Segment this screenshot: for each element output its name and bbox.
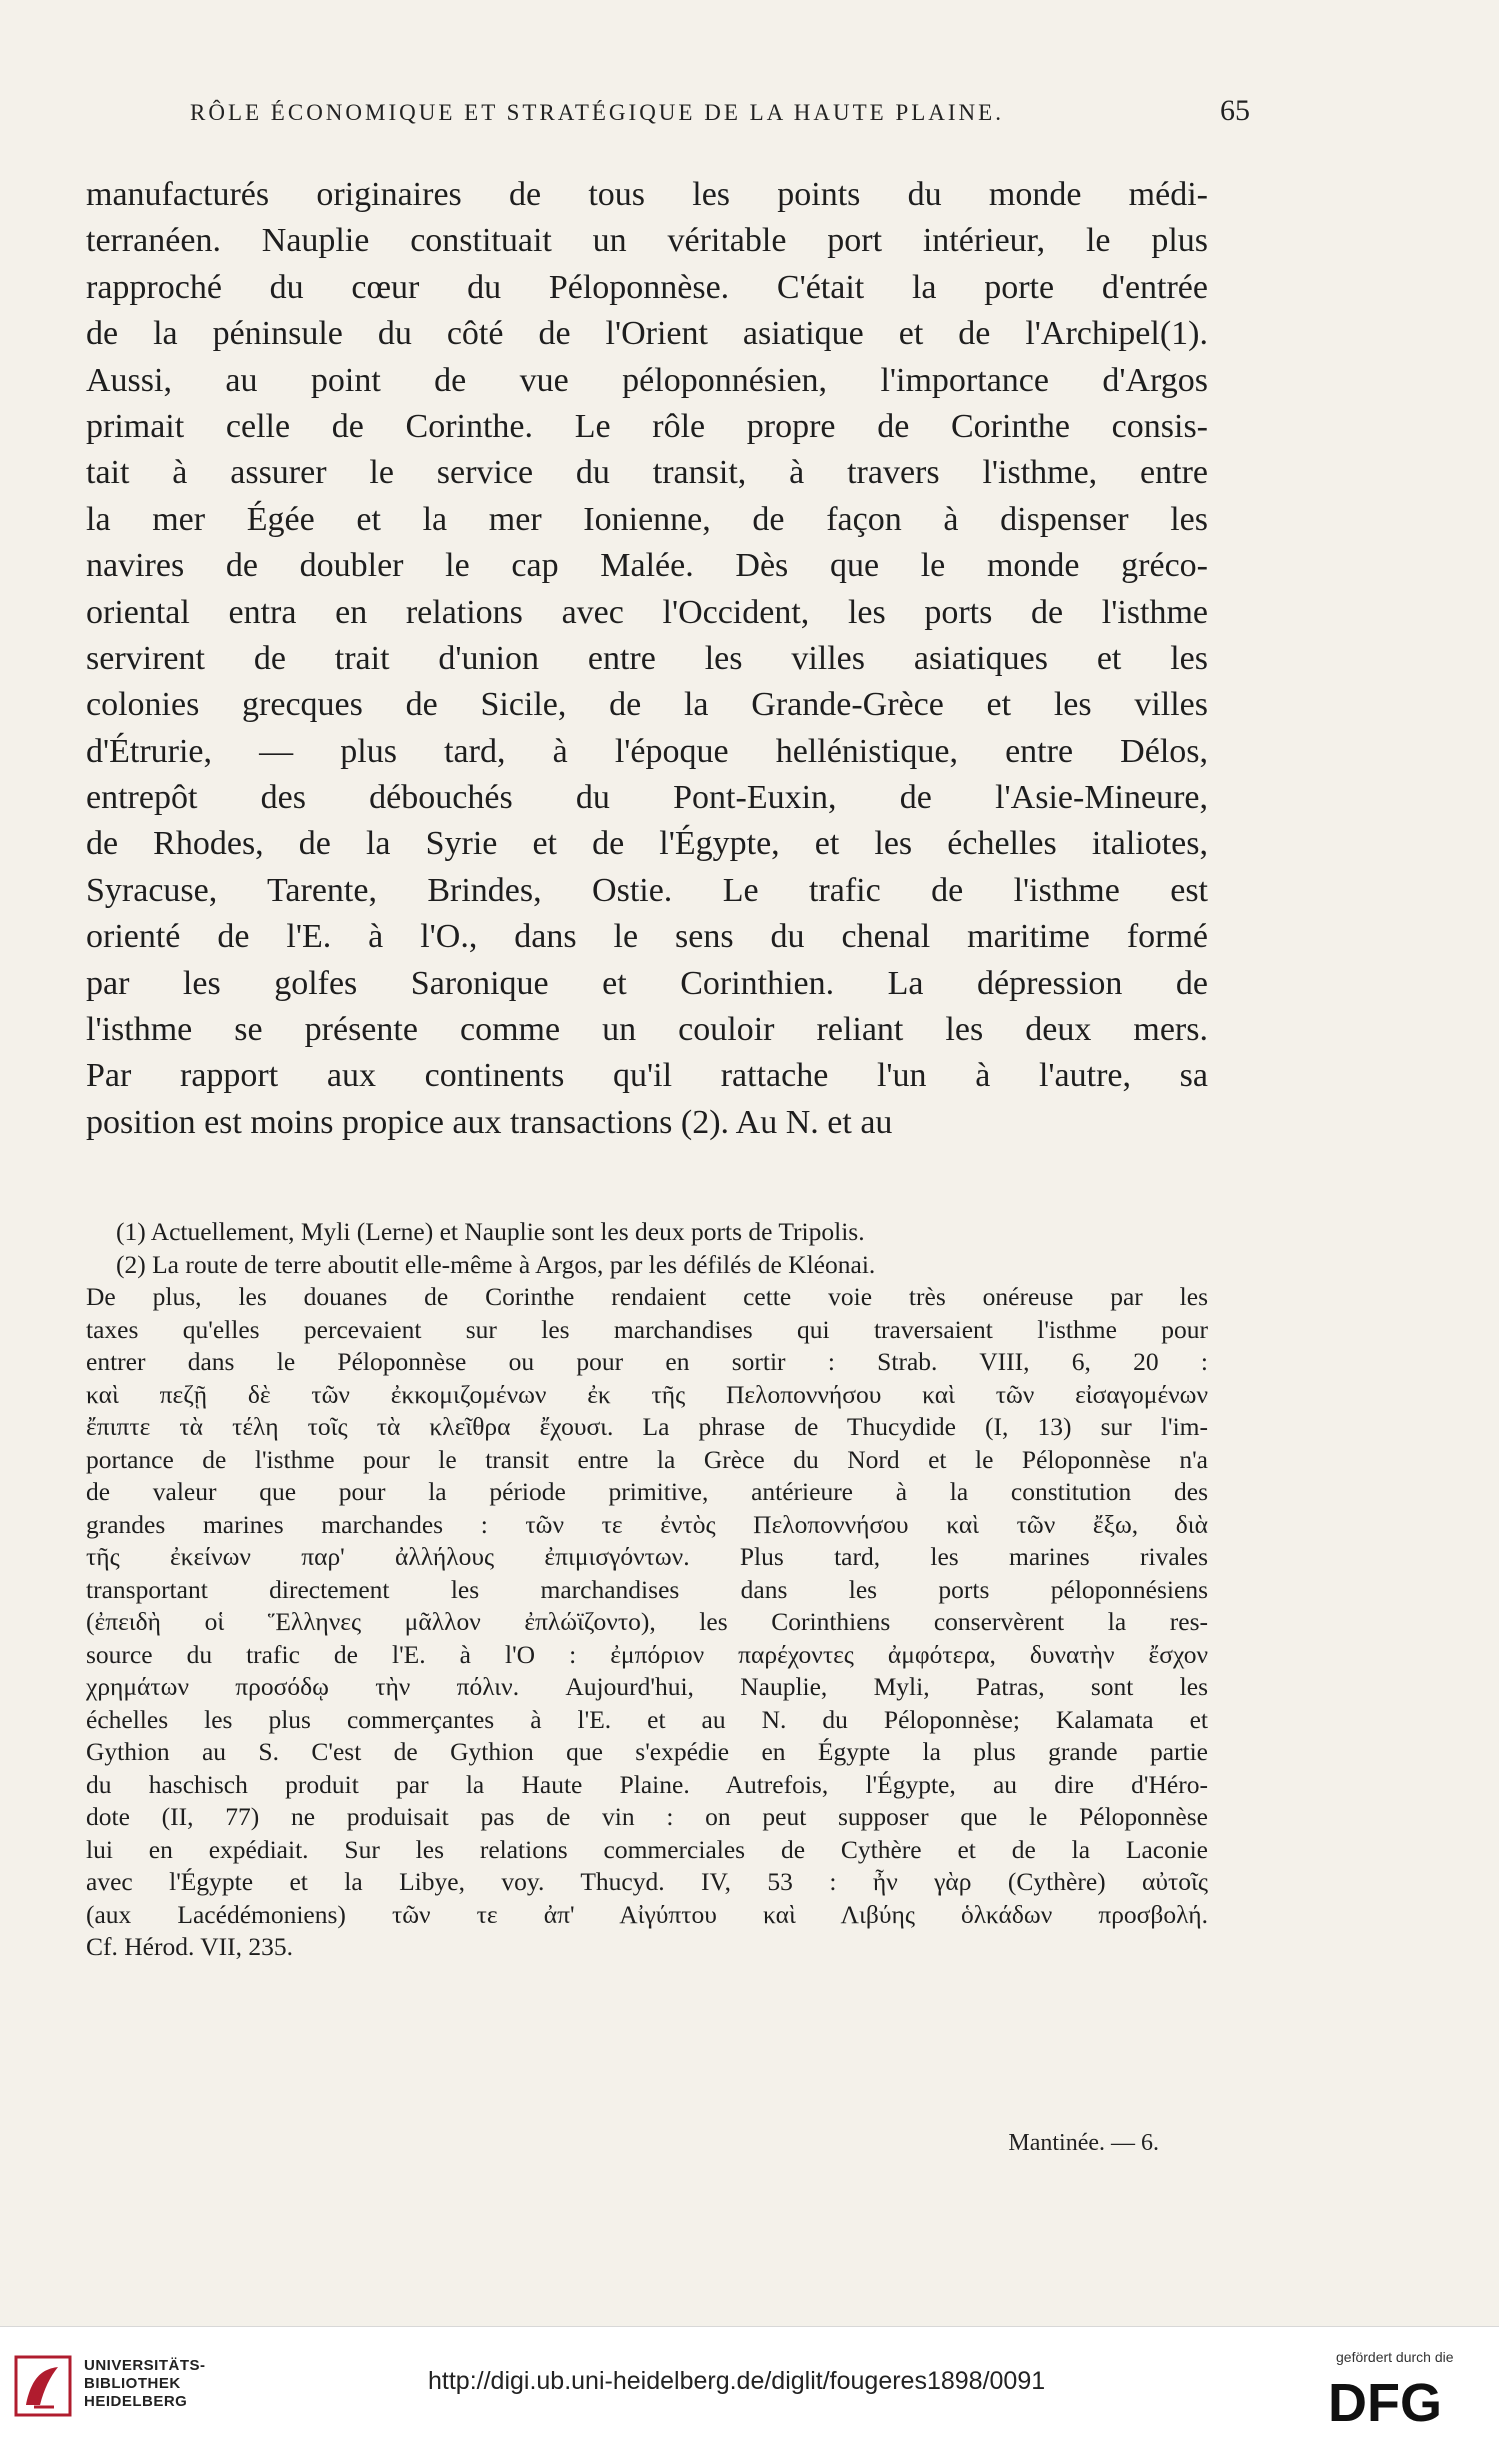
- footnote-line: Gythion au S. C'est de Gythion que s'expédie en Égypte la plus grande partie: [86, 1737, 1208, 1766]
- footnote-line: ἔπιπτε τὰ τέλη τοῖς τὰ κλεῖθρα ἔχουσι. La phrase de Thucydide (I, 13) sur l'im-: [86, 1412, 1208, 1441]
- body-line: servirent de trait d'union entre les villes asiatiques et les: [86, 639, 1208, 677]
- funded-by-label: gefördert durch die: [1336, 2349, 1454, 2365]
- running-head: RÔLE ÉCONOMIQUE ET STRATÉGIQUE DE LA HAUTE PLAINE.: [190, 100, 1004, 125]
- body-line: de la péninsule du côté de l'Orient asiatique et de l'Archipel(1).: [86, 315, 1208, 353]
- body-line: Syracuse, Tarente, Brindes, Ostie. Le trafic de l'isthme est: [86, 871, 1208, 909]
- library-name-line: BIBLIOTHEK: [84, 2375, 181, 2392]
- footnote-line: avec l'Égypte et la Libye, voy. Thucyd. IV, 53 : ἦν γὰρ (Cythère) αὐτοῖς: [86, 1867, 1208, 1896]
- library-name-line: UNIVERSITÄTS-: [84, 2357, 206, 2374]
- university-seal-icon: [14, 2355, 72, 2417]
- footnote-line: taxes qu'elles percevaient sur les marchandises qui traversaient l'isthme pour: [86, 1314, 1208, 1344]
- footnote-line: Cf. Hérod. VII, 235.: [86, 1932, 294, 1961]
- dfg-logo-icon: [1324, 2371, 1484, 2427]
- signature-mark: Mantinée. — 6.: [1008, 2130, 1159, 2156]
- body-line: navires de doubler le cap Malée. Dès que le monde gréco-: [86, 547, 1208, 585]
- library-footer: [0, 2326, 1499, 2439]
- body-line: terranéen. Nauplie constituait un véritable port intérieur, le plus: [86, 222, 1208, 260]
- footnote-line: de valeur que pour la période primitive, antérieure à la constitution des: [86, 1477, 1208, 1506]
- dfg-logo-text: DFG: [1328, 2373, 1442, 2427]
- footnote-line: (aux Lacédémoniens) τῶν τε ἀπ' Αἰγύπτου καὶ Λιβύης ὁλκάδων προσβολή.: [86, 1899, 1208, 1929]
- footnote-line: entrer dans le Péloponnèse ou pour en sortir : Strab. VIII, 6, 20 :: [86, 1347, 1208, 1376]
- page-number: 65: [1220, 94, 1250, 127]
- permalink-link[interactable]: http://digi.ub.uni-heidelberg.de/diglit/fougeres1898/0091: [428, 2367, 1046, 2395]
- footnote-line: (2) La route de terre aboutit elle-même à Argos, par les défilés de Kléonai.: [116, 1249, 876, 1279]
- footnote-line: grandes marines marchandes : τῶν τε ἐντὸς Πελοποννήσου καὶ τῶν ἔξω, διὰ: [86, 1509, 1208, 1539]
- body-line: la mer Égée et la mer Ionienne, de façon à dispenser les: [86, 500, 1208, 538]
- footnote-line: καὶ πεζῇ δὲ τῶν ἐκκομιζομένων ἐκ τῆς Πελοποννήσου καὶ τῶν εἰσαγομένων: [86, 1379, 1208, 1409]
- footnote-line: dote (II, 77) ne produisait pas de vin : on peut supposer que le Péloponnèse: [86, 1802, 1208, 1831]
- body-line: entrepôt des débouchés du Pont-Euxin, de l'Asie-Mineure,: [86, 779, 1208, 817]
- page-header: [90, 94, 1250, 140]
- body-line: rapproché du cœur du Péloponnèse. C'était la porte d'entrée: [86, 268, 1208, 306]
- footnote-line: χρημάτων προσόδῳ τὴν πόλιν. Aujourd'hui, Nauplie, Myli, Patras, sont les: [86, 1672, 1208, 1701]
- body-line: l'isthme se présente comme un couloir reliant les deux mers.: [86, 1011, 1208, 1049]
- footnote-line: du haschisch produit par la Haute Plaine. Autrefois, l'Égypte, au dire d'Héro-: [86, 1769, 1208, 1799]
- body-line: Aussi, au point de vue péloponnésien, l'importance d'Argos: [86, 361, 1208, 399]
- footnotes: [86, 1216, 1208, 1964]
- body-line: tait à assurer le service du transit, à travers l'isthme, entre: [86, 454, 1208, 492]
- footnote-line: échelles les plus commerçantes à l'E. et au N. du Péloponnèse; Kalamata et: [86, 1704, 1208, 1734]
- footnote-line: De plus, les douanes de Corinthe rendaient cette voie très onéreuse par les: [86, 1282, 1208, 1311]
- body-line: orienté de l'E. à l'O., dans le sens du chenal maritime formé: [86, 918, 1208, 956]
- body-line: manufacturés originaires de tous les points du monde médi-: [86, 176, 1208, 213]
- body-line: position est moins propice aux transactions (2). Au N. et au: [86, 1103, 893, 1141]
- library-name-line: HEIDELBERG: [84, 2393, 188, 2410]
- footnote-line: (1) Actuellement, Myli (Lerne) et Nauplie sont les deux ports de Tripolis.: [116, 1217, 865, 1246]
- body-line: par les golfes Saronique et Corinthien. La dépression de: [86, 964, 1208, 1002]
- body-text: [86, 172, 1208, 1146]
- body-line: Par rapport aux continents qu'il rattache l'un à l'autre, sa: [86, 1057, 1208, 1095]
- body-line: d'Étrurie, — plus tard, à l'époque hellénistique, entre Délos,: [86, 732, 1208, 770]
- body-line: colonies grecques de Sicile, de la Grande-Grèce et les villes: [86, 686, 1208, 724]
- body-line: oriental entra en relations avec l'Occident, les ports de l'isthme: [86, 593, 1208, 631]
- footnote-line: τῆς ἐκείνων παρ' ἀλλήλους ἐπιμισγόντων. Plus tard, les marines rivales: [86, 1542, 1208, 1571]
- footnote-line: transportant directement les marchandises dans les ports péloponnésiens: [86, 1574, 1208, 1604]
- body-line: de Rhodes, de la Syrie et de l'Égypte, et les échelles italiotes,: [86, 825, 1208, 863]
- library-name: [84, 2357, 206, 2411]
- footnote-line: (ἐπειδὴ οἱ Ἕλληνες μᾶλλον ἐπλώϊζοντο), les Corinthiens conservèrent la res-: [86, 1607, 1208, 1636]
- footnote-line: lui en expédiait. Sur les relations commerciales de Cythère et de la Laconie: [86, 1834, 1208, 1864]
- body-line: primait celle de Corinthe. Le rôle propre de Corinthe consis-: [86, 407, 1208, 445]
- footnote-line: portance de l'isthme pour le transit entre la Grèce du Nord et le Péloponnèse n'a: [86, 1444, 1208, 1474]
- footnote-line: source du trafic de l'E. à l'O : ἐμπόριον παρέχοντες ἀμφότερα, δυνατὴν ἔσχον: [86, 1639, 1208, 1669]
